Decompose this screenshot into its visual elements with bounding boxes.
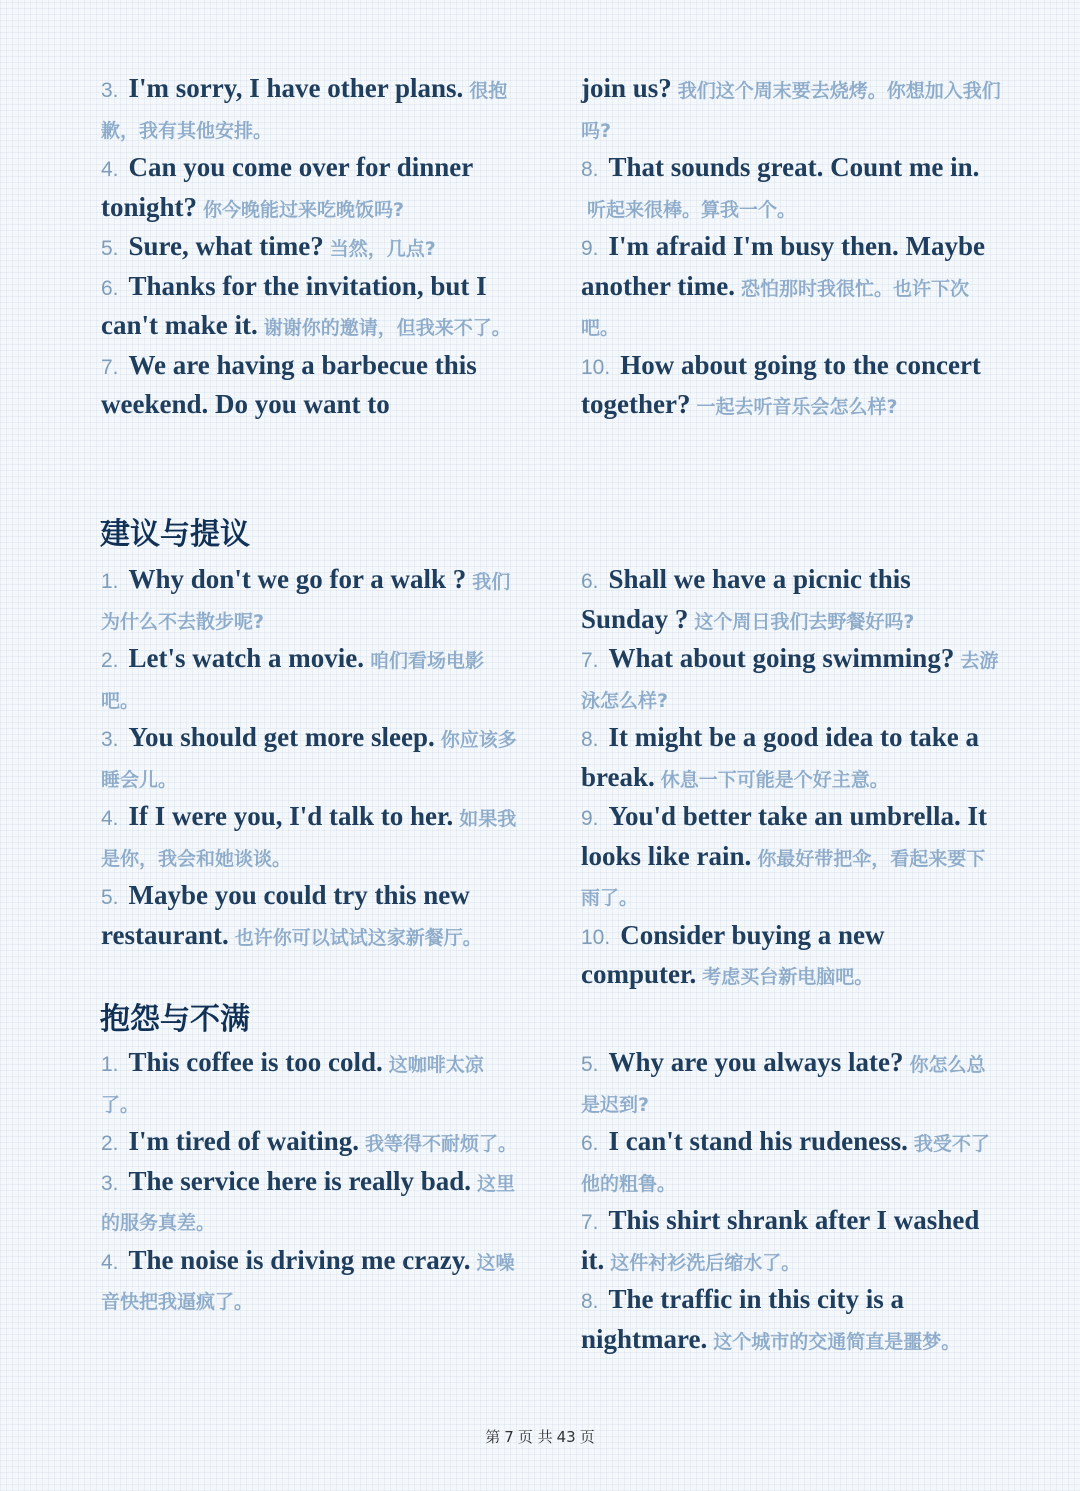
phrase-item xyxy=(101,1044,521,1123)
item-number: 3. xyxy=(101,1171,119,1195)
english-phrase: I'm sorry, I have other plans. xyxy=(128,73,464,103)
item-number: 10. xyxy=(581,355,611,379)
section3-left-column xyxy=(101,1044,521,1321)
section2-right-column xyxy=(581,561,1001,996)
phrase-item xyxy=(101,1123,521,1163)
phrase-item xyxy=(101,268,521,347)
phrase-item xyxy=(581,228,1001,347)
item-number: 7. xyxy=(101,355,119,379)
english-phrase: That sounds great. Count me in. xyxy=(608,152,980,182)
chinese-translation: 这个周日我们去野餐好吗? xyxy=(694,610,915,633)
phrase-item xyxy=(101,877,521,956)
chinese-translation: 一起去听音乐会怎么样? xyxy=(696,396,898,418)
english-phrase: Thanks for the invitation, but I can't make it. xyxy=(101,270,487,340)
phrase-item xyxy=(101,347,521,426)
phrase-item xyxy=(581,1281,1001,1360)
english-phrase: What about going swimming? xyxy=(608,643,955,673)
chinese-translation: 我等得不耐烦了。 xyxy=(365,1133,518,1155)
english-phrase: The service here is really bad. xyxy=(128,1165,471,1196)
chinese-translation: 如果我是你，我会和她谈谈。 xyxy=(101,808,517,870)
item-number: 2. xyxy=(101,649,119,672)
phrase-item xyxy=(101,640,521,719)
chinese-translation: 我受不了他的粗鲁。 xyxy=(581,1133,990,1195)
english-phrase: Why are you always late? xyxy=(608,1047,904,1077)
english-phrase: Sure, what time? xyxy=(128,231,324,261)
phrase-item xyxy=(581,1202,1001,1281)
english-phrase: Consider buying a new computer. xyxy=(581,919,885,989)
english-phrase: join us? xyxy=(581,73,672,103)
footer-suffix: 页 xyxy=(579,1428,595,1446)
chinese-translation: 你最好带把伞，看起来要下雨了。 xyxy=(581,847,986,909)
phrase-item xyxy=(101,70,521,149)
phrase-item xyxy=(101,1163,521,1242)
current-page-number: 7 xyxy=(504,1428,514,1446)
english-phrase: You'd better take an umbrella. It looks like rain. xyxy=(581,801,988,871)
phrase-item xyxy=(581,149,1001,228)
phrase-item xyxy=(581,1123,1001,1202)
chinese-translation: 恐怕那时我很忙。也许下次吧。 xyxy=(581,277,969,339)
phrase-item xyxy=(101,561,521,640)
item-number: 10. xyxy=(581,925,611,949)
phrase-item xyxy=(581,1044,1001,1123)
phrase-item xyxy=(581,347,1001,426)
english-phrase: This coffee is too cold. xyxy=(128,1047,383,1077)
section3-right-column xyxy=(581,1044,1001,1360)
section-title-suggestions: 建议与提议 xyxy=(100,517,250,552)
chinese-translation: 去游泳怎么样? xyxy=(581,650,999,712)
phrase-item xyxy=(101,798,521,877)
english-phrase: It might be a good idea to take a break. xyxy=(581,722,980,792)
phrase-item xyxy=(101,1242,521,1321)
chinese-translation: 很抱歉，我有其他安排。 xyxy=(101,80,508,142)
section1-left-column xyxy=(101,70,521,426)
footer-prefix: 第 xyxy=(485,1428,501,1446)
phrase-item xyxy=(101,228,521,268)
english-phrase: Why don't we go for a walk ? xyxy=(128,564,467,594)
english-phrase: You should get more sleep. xyxy=(128,722,435,752)
item-number: 9. xyxy=(581,807,599,830)
chinese-translation: 这件衬衫洗后缩水了。 xyxy=(610,1251,801,1274)
item-number: 3. xyxy=(101,728,119,751)
item-number: 5. xyxy=(101,886,119,909)
english-phrase: The traffic in this city is a nightmare. xyxy=(581,1284,904,1354)
item-number: 2. xyxy=(101,1132,119,1155)
chinese-translation: 你应该多睡会儿。 xyxy=(101,729,517,791)
chinese-translation: 休息一下可能是个好主意。 xyxy=(660,768,889,791)
item-number: 5. xyxy=(101,237,119,260)
item-number: 6. xyxy=(101,276,119,300)
english-phrase: If I were you, I'd talk to her. xyxy=(128,801,454,831)
item-number: 9. xyxy=(581,237,599,260)
item-number: 3. xyxy=(101,79,119,102)
phrase-item xyxy=(101,149,521,228)
item-number: 7. xyxy=(581,649,599,672)
item-number: 4. xyxy=(101,807,119,830)
chinese-translation: 这里的服务真差。 xyxy=(101,1172,515,1234)
page-number-footer xyxy=(0,1426,1080,1447)
chinese-translation: 我们为什么不去散步呢? xyxy=(101,571,511,633)
chinese-translation: 你怎么总是迟到? xyxy=(581,1054,986,1116)
english-phrase: Can you come over for dinner tonight? xyxy=(101,152,473,222)
english-phrase: I can't stand his rudeness. xyxy=(608,1126,908,1156)
chinese-translation: 当然，几点? xyxy=(329,238,436,260)
phrase-item xyxy=(101,719,521,798)
phrase-item xyxy=(581,561,1001,640)
phrase-item xyxy=(581,719,1001,798)
english-phrase: Let's watch a movie. xyxy=(128,643,364,673)
total-page-count: 43 xyxy=(556,1428,576,1446)
chinese-translation: 这咖啡太凉了。 xyxy=(101,1054,484,1116)
section2-left-column xyxy=(101,561,521,956)
english-phrase: How about going to the concert together? xyxy=(581,349,981,419)
section-title-complaints: 抱怨与不满 xyxy=(100,1002,250,1037)
english-phrase: This shirt shrank after I washed it. xyxy=(581,1205,980,1275)
chinese-translation: 谢谢你的邀请，但我来不了。 xyxy=(263,317,511,339)
english-phrase: Shall we have a picnic this Sunday ? xyxy=(581,564,911,634)
phrase-item xyxy=(581,70,1001,149)
item-number: 6. xyxy=(581,570,599,593)
phrase-item xyxy=(581,917,1001,996)
chinese-translation: 听起来很棒。算我一个。 xyxy=(587,198,797,221)
chinese-translation: 这个城市的交通简直是噩梦。 xyxy=(713,1330,961,1353)
phrase-item xyxy=(581,798,1001,917)
item-number: 8. xyxy=(581,1290,599,1313)
chinese-translation: 考虑买台新电脑吧。 xyxy=(702,966,874,988)
chinese-translation: 我们这个周末要去烧烤。你想加入我们吗? xyxy=(581,80,1001,142)
phrase-item xyxy=(581,640,1001,719)
section1-right-column xyxy=(581,70,1001,426)
item-number: 7. xyxy=(581,1211,599,1234)
english-phrase: Maybe you could try this new restaurant. xyxy=(101,880,470,950)
item-number: 4. xyxy=(101,158,119,181)
item-number: 8. xyxy=(581,158,599,181)
english-phrase: I'm tired of waiting. xyxy=(128,1126,360,1156)
chinese-translation: 也许你可以试试这家新餐厅。 xyxy=(234,926,482,949)
item-number: 5. xyxy=(581,1053,599,1076)
item-number: 8. xyxy=(581,728,599,751)
chinese-translation: 这噪音快把我逼疯了。 xyxy=(101,1251,515,1313)
item-number: 1. xyxy=(101,570,119,593)
footer-middle: 页 共 xyxy=(517,1428,553,1446)
english-phrase: I'm afraid I'm busy then. Maybe another time. xyxy=(581,231,986,301)
item-number: 4. xyxy=(101,1250,119,1274)
english-phrase: We are having a barbecue this weekend. Do you want to xyxy=(101,349,477,419)
chinese-translation: 你今晚能过来吃晚饭吗? xyxy=(203,198,405,221)
item-number: 1. xyxy=(101,1053,119,1076)
item-number: 6. xyxy=(581,1132,599,1155)
english-phrase: The noise is driving me crazy. xyxy=(128,1244,471,1275)
chinese-translation: 咱们看场电影吧。 xyxy=(101,650,484,712)
